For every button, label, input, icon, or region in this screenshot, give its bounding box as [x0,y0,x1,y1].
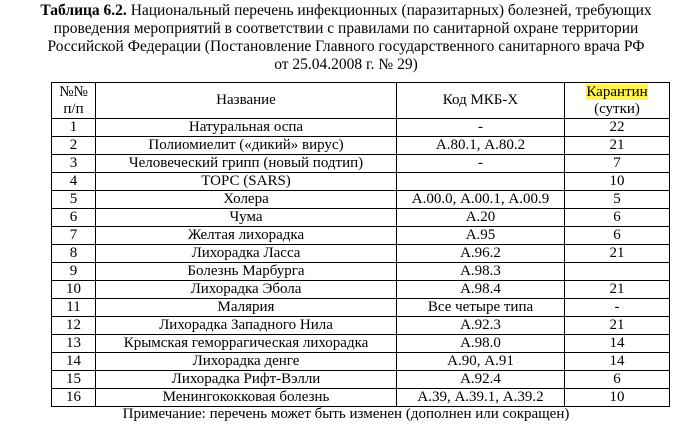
cell-number: 11 [52,299,96,317]
cell-quarantine: 14 [565,335,670,353]
cell-number: 8 [52,245,96,263]
cell-name: Человеческий грипп (новый подтип) [96,155,397,173]
cell-number: 2 [52,137,96,155]
cell-quarantine: 14 [565,353,670,371]
table-row [52,389,670,407]
cell-quarantine [565,263,670,281]
cell-code: А.98.4 [397,281,565,299]
cell-number: 16 [52,389,96,407]
table-row [52,137,670,155]
table-row [52,173,670,191]
cell-code: Все четыре типа [397,299,565,317]
cell-name: Малярия [96,299,397,317]
table-row [52,263,670,281]
cell-number: 15 [52,371,96,389]
caption-line: Российской Федерации (Постановление Главного государственного санитарного врача РФ [47,38,645,55]
cell-quarantine: 10 [565,389,670,407]
cell-quarantine: 21 [565,137,670,155]
header-quarantine: Карантин (сутки) [565,83,670,119]
table-row [52,245,670,263]
cell-name: Крымская геморрагическая лихорадка [96,335,397,353]
caption-line: от 25.04.2008 г. № 29) [274,56,418,73]
cell-code [397,173,565,191]
cell-code: А.98.0 [397,335,565,353]
cell-name: Лихорадка Западного Нила [96,317,397,335]
cell-code: А.96.2 [397,245,565,263]
cell-number: 3 [52,155,96,173]
cell-number: 7 [52,227,96,245]
cell-quarantine: 7 [565,155,670,173]
cell-code: А.39, А.39.1, А.39.2 [397,389,565,407]
cell-name: Чума [96,209,397,227]
cell-code: - [397,119,565,137]
table-row [52,281,670,299]
cell-quarantine: 5 [565,191,670,209]
cell-quarantine: 22 [565,119,670,137]
cell-quarantine: 21 [565,245,670,263]
cell-number: 6 [52,209,96,227]
cell-number: 12 [52,317,96,335]
table-row [52,155,670,173]
cell-quarantine: 21 [565,281,670,299]
header-row [52,83,670,119]
cell-code: А.20 [397,209,565,227]
table-row [52,209,670,227]
cell-name: Холера [96,191,397,209]
cell-number: 4 [52,173,96,191]
cell-quarantine: 6 [565,371,670,389]
highlighted-text: Карантин [586,83,648,100]
cell-number: 14 [52,353,96,371]
table-note: Примечание: перечень может быть изменен (дополнен или сокращен) [122,406,570,422]
cell-name: ТОРС (SARS) [96,173,397,191]
header-code: Код МКБ-Х [397,83,565,119]
cell-quarantine: - [565,299,670,317]
cell-name: Желтая лихорадка [96,227,397,245]
table-row [52,227,670,245]
cell-code: А.92.3 [397,317,565,335]
diseases-table [51,82,670,407]
cell-name: Лихорадка Эбола [96,281,397,299]
table-row [52,119,670,137]
cell-name: Лихорадка денге [96,353,397,371]
cell-name: Менингококковая болезнь [96,389,397,407]
caption-line: Национальный перечень инфекционных (паразитарных) болезней, требующих [126,2,652,19]
cell-quarantine: 10 [565,173,670,191]
cell-code: А.80.1, А.80.2 [397,137,565,155]
header-name: Название [96,83,397,119]
table-caption [0,2,692,74]
table-row [52,317,670,335]
cell-number: 13 [52,335,96,353]
table-row [52,371,670,389]
cell-name: Лихорадка Ласса [96,245,397,263]
cell-name: Натуральная оспа [96,119,397,137]
caption-line: проведения мероприятий в соответствии с правилами по санитарной охране территории [53,20,639,37]
cell-name: Полиомиелит («дикий» вирус) [96,137,397,155]
table-row [52,299,670,317]
cell-name: Болезнь Марбурга [96,263,397,281]
cell-number: 9 [52,263,96,281]
cell-code: - [397,155,565,173]
cell-code: А.92.4 [397,371,565,389]
table-row [52,353,670,371]
cell-number: 5 [52,191,96,209]
cell-quarantine: 21 [565,317,670,335]
cell-quarantine: 6 [565,209,670,227]
cell-code: А.98.3 [397,263,565,281]
header-number: №№ п/п [52,83,96,119]
cell-code: А.95 [397,227,565,245]
table-row [52,191,670,209]
cell-number: 10 [52,281,96,299]
cell-name: Лихорадка Рифт-Вэлли [96,371,397,389]
table-row [52,335,670,353]
cell-code: А.00.0, А.00.1, А.00.9 [397,191,565,209]
caption-label: Таблица 6.2. [40,2,127,19]
cell-number: 1 [52,119,96,137]
cell-quarantine: 6 [565,227,670,245]
cell-code: А.90, А.91 [397,353,565,371]
